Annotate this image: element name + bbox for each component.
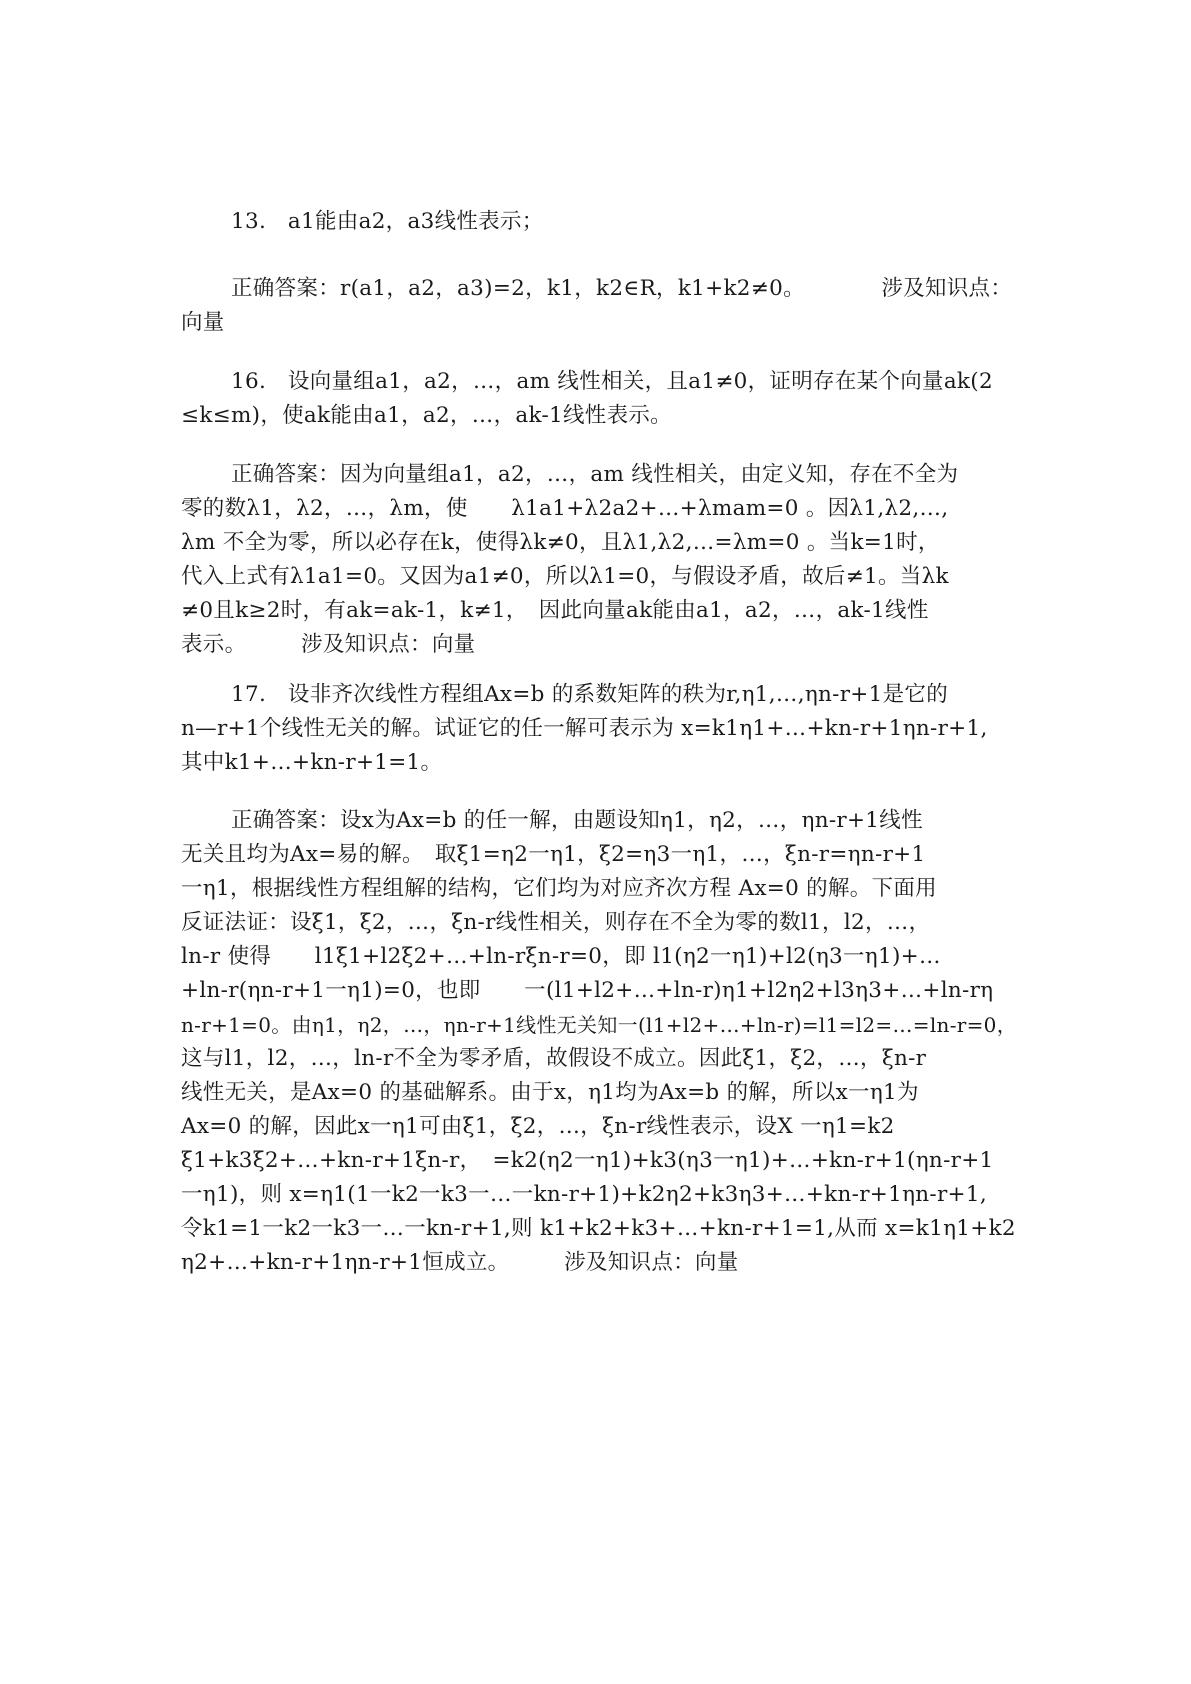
- question-13-text: 13. a1能由a2，a3线性表示；: [231, 209, 544, 234]
- question-13: [181, 205, 1019, 239]
- answer-17-line-14: η2+…+kn-r+1ηn-r+1恒成立。 涉及知识点：向量: [181, 1250, 739, 1275]
- question-17: [181, 678, 1019, 780]
- answer-16-line-2: 零的数λ1，λ2，…，λm，使 λ1a1+λ2a2+…+λmam=0 。因λ1,λ2,…,: [181, 496, 949, 521]
- answer-17-line-7: n-r+1=0。由η1，η2，…，ηn-r+1线性无关知一(l1+l2+…+ln-r)=l1=l2=…=ln-r=0，: [181, 1013, 1018, 1037]
- answer-16-line-4: 代入上式有λ1a1=0。又因为a1≠0，所以λ1=0，与假设矛盾，故后≠1。当λk: [181, 564, 949, 589]
- answer-17-line-6: +ln-r(ηn-r+1一η1)=0，也即 一(l1+l2+…+ln-r)η1+l2η2+l3η3+…+ln-rη: [181, 978, 994, 1003]
- question-16-line-2: ≤k≤m)，使ak能由a1，a2，…，ak-1线性表示。: [181, 403, 672, 428]
- answer-16-line-3: λm 不全为零，所以必存在k，使得λk≠0，且λ1,λ2,…=λm=0 。当k=1时，: [181, 530, 940, 555]
- answer-16-line-1: 正确答案：因为向量组a1，a2，…，am 线性相关，由定义知，存在不全为: [231, 462, 959, 487]
- answer-17-line-11: ξ1+k3ξ2+…+kn-r+1ξn-r， =k2(η2一η1)+k3(η3一η1)+…+kn-r+1(ηn-r+1: [181, 1148, 994, 1173]
- answer-17-line-9: 线性无关，是Ax=0 的基础解系。由于x，η1均为Ax=b 的解，所以x一η1为: [181, 1080, 919, 1105]
- answer-17-line-5: ln-r 使得 l1ξ1+l2ξ2+…+ln-rξn-r=0，即 l1(η2一η1)+l2(η3一η1)+…: [181, 944, 941, 969]
- answer-16-line-6: 表示。 涉及知识点：向量: [181, 632, 476, 657]
- answer-17-line-4: 反证法证：设ξ1，ξ2，…，ξn-r线性相关，则存在不全为零的数l1，l2，…，: [181, 910, 931, 935]
- answer-13: [181, 272, 1019, 340]
- question-16-line-1: 16. 设向量组a1，a2，…，am 线性相关，且a1≠0，证明存在某个向量ak(2: [231, 369, 993, 394]
- answer-17-line-10: Ax=0 的解，因此x一η1可由ξ1，ξ2，…，ξn-r线性表示，设X 一η1=k2: [181, 1114, 895, 1139]
- question-16: [181, 365, 1019, 433]
- answer-16-line-5: ≠0且k≥2时，有ak=ak-1，k≠1， 因此向量ak能由a1，a2，…，ak-1线性: [181, 598, 929, 623]
- question-17-line-2: n—r+1个线性无关的解。试证它的任一解可表示为 x=k1η1+…+kn-r+1ηn-r+1,: [181, 716, 988, 741]
- answer-17-line-1: 正确答案：设x为Ax=b 的任一解，由题设知η1，η2，…，ηn-r+1线性: [231, 808, 923, 833]
- question-17-line-3: 其中k1+…+kn-r+1=1。: [181, 750, 443, 775]
- answer-17-line-13: 令k1=1一k2一k3一…一kn-r+1,则 k1+k2+k3+…+kn-r+1=1,从而 x=k1η1+k2: [181, 1216, 1016, 1241]
- question-17-line-1: 17. 设非齐次线性方程组Ax=b 的系数矩阵的秩为r,η1,…,ηn-r+1是它的: [231, 682, 948, 707]
- answer-16: [181, 458, 1019, 662]
- answer-13-line-1: 正确答案：r(a1，a2，a3)=2，k1，k2∈R，k1+k2≠0。 涉及知识点：: [231, 276, 1013, 301]
- answer-13-line-2: 向量: [181, 310, 225, 335]
- answer-17-line-8: 这与l1，l2，…，ln-r不全为零矛盾，故假设不成立。因此ξ1，ξ2，…，ξn-r: [181, 1046, 927, 1071]
- answer-17-line-12: 一η1)，则 x=η1(1一k2一k3一…一kn-r+1)+k2η2+k3η3+…+kn-r+1ηn-r+1,: [181, 1182, 987, 1207]
- answer-17: [181, 804, 1019, 1280]
- answer-17-line-2: 无关且均为Ax=易的解。 取ξ1=η2一η1，ξ2=η3一η1，…，ξn-r=ηn-r+1: [181, 842, 926, 867]
- answer-17-line-3: 一η1，根据线性方程组解的结构，它们均为对应齐次方程 Ax=0 的解。下面用: [181, 876, 937, 901]
